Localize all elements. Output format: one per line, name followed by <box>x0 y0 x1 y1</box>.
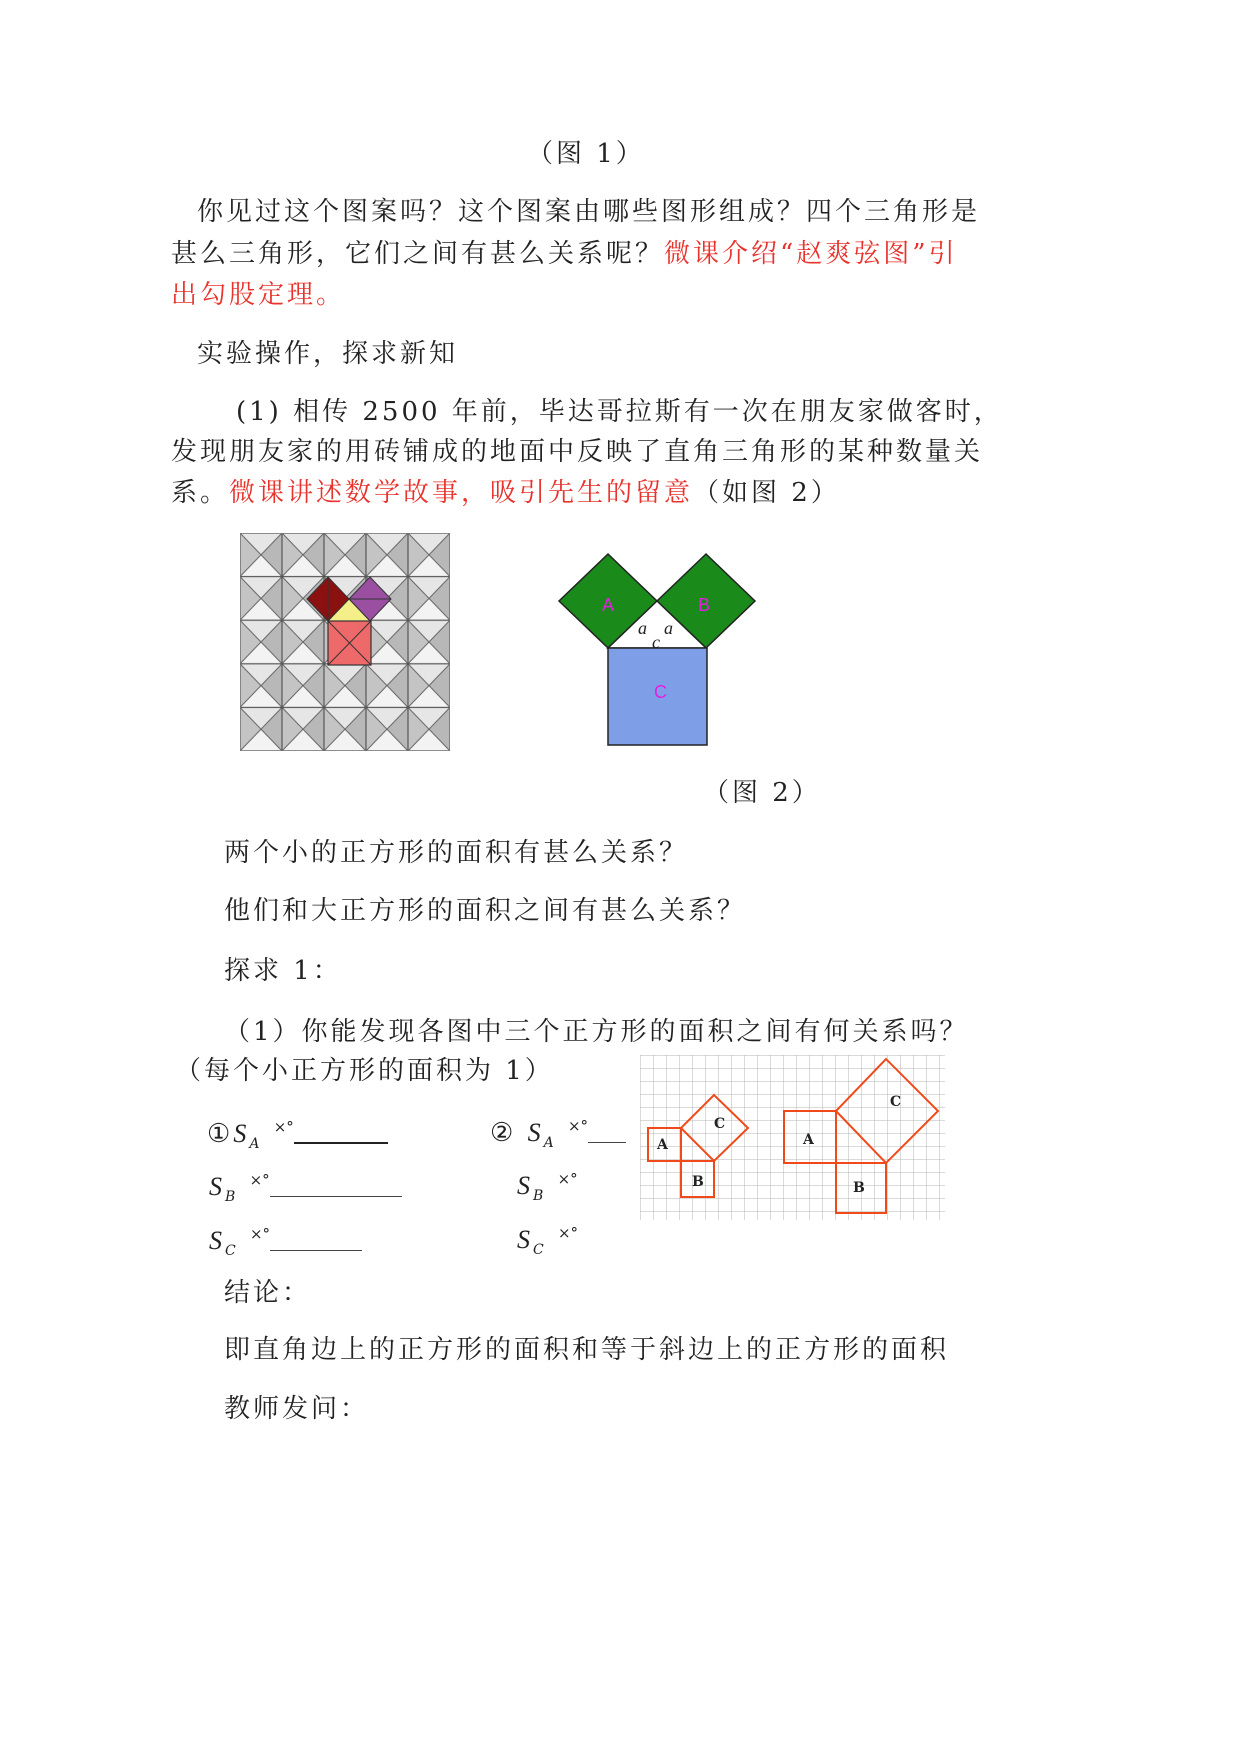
s-symbol: S <box>527 1118 544 1147</box>
explore-question: （1）你能发现各图中三个正方形的面积之间有何关系吗？ <box>224 1017 969 1047</box>
item-2-sa <box>490 1118 626 1150</box>
section-title: 实验操作，探求新知 <box>197 339 459 369</box>
square-b-label: B <box>698 595 711 615</box>
equals-glyph: ×° <box>249 1171 270 1189</box>
item-2-marker: ② <box>490 1118 517 1148</box>
story-line-1: (1) 相传 2500 年前，毕达哥拉斯有一次在朋友家做客时， <box>236 397 1003 427</box>
item-2-sc <box>517 1226 578 1257</box>
grid2-label-b: B <box>853 1180 865 1196</box>
subscript-a: A <box>249 1136 263 1152</box>
fig1-caption: （图 1） <box>527 139 645 169</box>
story-line-2: 发现朋友家的用砖铺成的地面中反映了直角三角形的某种数量关 <box>171 437 984 467</box>
subscript-c: C <box>225 1243 239 1259</box>
grid1-label-b: B <box>692 1174 704 1190</box>
item-1-sc <box>209 1226 362 1258</box>
side-a-left-label: a <box>638 618 647 638</box>
side-c-label: c <box>652 632 660 652</box>
item-1-sa <box>207 1118 388 1151</box>
equals-glyph: ×° <box>273 1118 294 1136</box>
answer-blank[interactable] <box>588 1118 626 1143</box>
intro-line-2-red: 微课介绍“赵爽弦图”引 <box>664 239 958 269</box>
item-2-sb <box>517 1172 578 1203</box>
story-line-3-end: （如图 2） <box>693 478 840 508</box>
equals-glyph: ×° <box>249 1225 271 1243</box>
story-line-3-red: 微课讲述数学故事，吸引先生的留意 <box>229 478 694 508</box>
grid1-label-a: A <box>657 1137 668 1153</box>
subscript-b: B <box>225 1189 239 1205</box>
subscript-a: A <box>543 1135 557 1151</box>
equals-glyph: ×° <box>557 1224 579 1242</box>
grid2-label-a: A <box>803 1132 814 1148</box>
grid1-label-c: C <box>714 1116 726 1132</box>
item-1-marker: ① <box>207 1119 234 1149</box>
explore-note: （每个小正方形的面积为 1） <box>175 1056 554 1086</box>
teacher-question-heading: 教师发问： <box>224 1394 370 1424</box>
equals-glyph: ×° <box>567 1117 589 1135</box>
tile-floor-figure <box>240 533 450 751</box>
s-symbol: S <box>233 1119 250 1148</box>
item-1-sb <box>209 1172 402 1204</box>
question-2: 他们和大正方形的面积之间有甚么关系？ <box>224 896 747 926</box>
side-a-right-label: a <box>664 618 673 638</box>
square-c-label: C <box>654 682 667 702</box>
answer-blank[interactable] <box>294 1118 388 1144</box>
grid-squares-figure <box>640 1055 945 1220</box>
grid2-label-c: C <box>890 1094 902 1110</box>
answer-blank[interactable] <box>270 1226 362 1251</box>
subscript-b: B <box>533 1188 547 1204</box>
equals-glyph: ×° <box>557 1170 578 1188</box>
intro-line-2 <box>171 241 958 267</box>
subscript-c: C <box>533 1242 547 1258</box>
s-symbol: S <box>517 1171 533 1200</box>
intro-line-2-black: 甚么三角形，它们之间有甚么关系呢？ <box>171 239 665 269</box>
question-1: 两个小的正方形的面积有甚么关系？ <box>224 838 689 868</box>
explore-title: 探求 1： <box>224 956 342 986</box>
square-a-label: A <box>602 595 615 615</box>
intro-line-3: 出勾股定理。 <box>171 280 346 310</box>
answer-blank[interactable] <box>270 1172 402 1197</box>
s-symbol: S <box>209 1172 225 1201</box>
s-symbol: S <box>517 1225 533 1254</box>
fig2-caption: （图 2） <box>703 778 821 808</box>
story-line-3 <box>171 480 840 506</box>
s-symbol: S <box>209 1226 225 1255</box>
story-line-3-start: 系。 <box>171 478 230 508</box>
conclusion-title: 结论： <box>224 1278 312 1308</box>
intro-line-1: 你见过这个图案吗？这个图案由哪些图形组成？四个三角形是 <box>197 197 981 227</box>
conclusion-text: 即直角边上的正方形的面积和等于斜边上的正方形的面积 <box>224 1335 950 1365</box>
pythagoras-squares-figure <box>550 545 770 750</box>
